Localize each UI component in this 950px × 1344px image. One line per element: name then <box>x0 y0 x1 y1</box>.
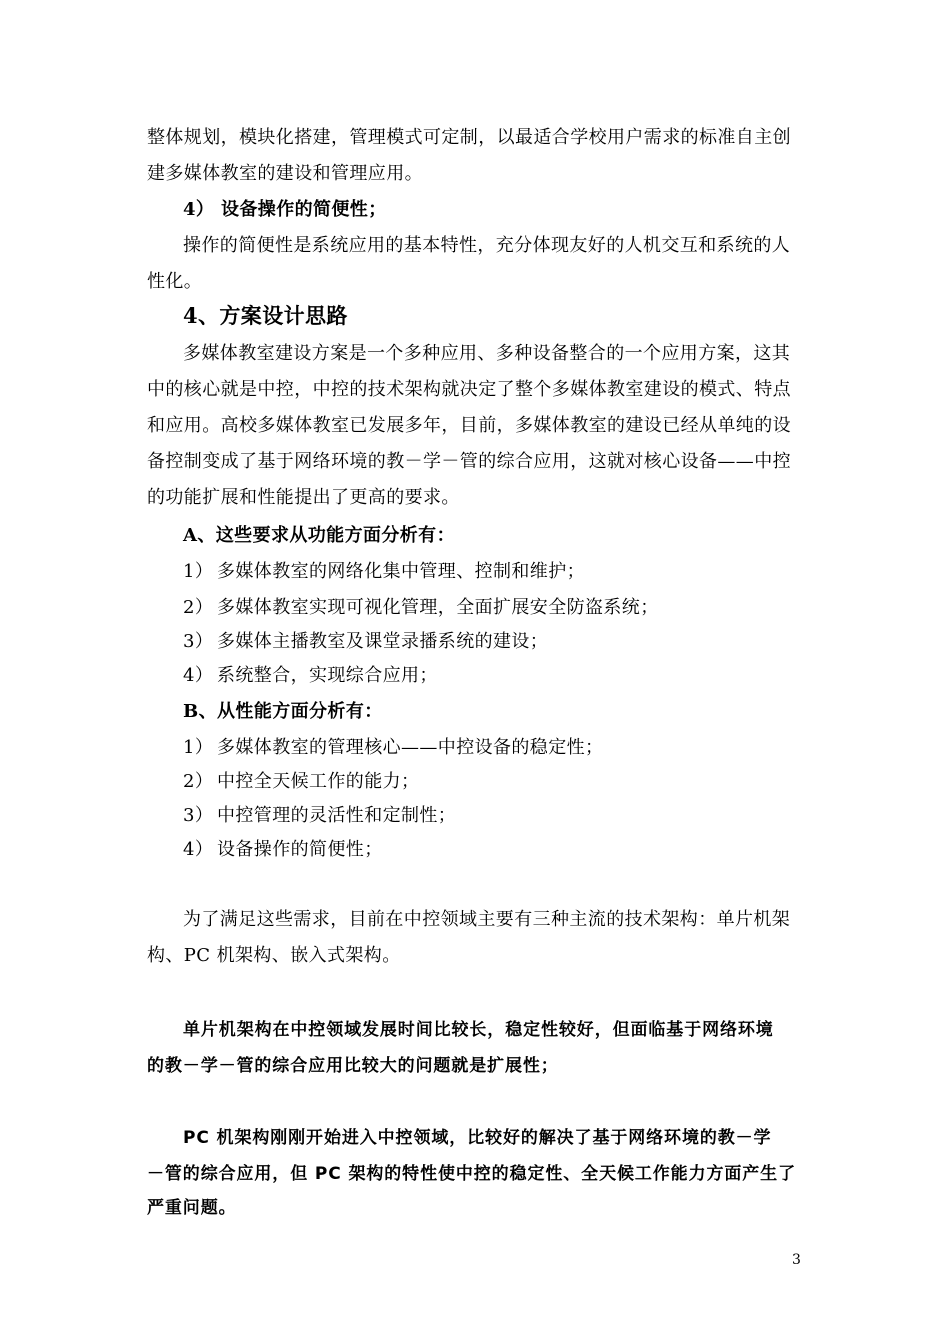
paragraph-line: 整体规划，模块化搭建，管理模式可定制，以最适合学校用户需求的标准自主创 <box>147 127 791 148</box>
list-item <box>183 664 853 688</box>
list-text: 多媒体教室实现可视化管理，全面扩展安全防盗系统； <box>217 597 659 618</box>
list-number: 2） <box>183 597 214 618</box>
item-heading: 4） 设备操作的简便性； <box>183 199 387 220</box>
list-number: 3） <box>183 805 214 826</box>
paragraph-line: 多媒体教室建设方案是一个多种应用、多种设备整合的一个应用方案，这其 <box>183 343 791 364</box>
list-text: 设备操作的简便性； <box>217 839 383 860</box>
list-text: 多媒体教室的管理核心——中控设备的稳定性； <box>217 737 604 758</box>
paragraph-line: 性化。 <box>147 271 203 292</box>
list-item <box>183 596 853 620</box>
paragraph-line: 操作的简便性是系统应用的基本特性，充分体现友好的人机交互和系统的人 <box>183 235 791 256</box>
list-item <box>183 804 853 828</box>
list-text: 多媒体主播教室及课堂录播系统的建设； <box>217 631 549 652</box>
list-text: 中控管理的灵活性和定制性； <box>217 805 457 826</box>
paragraph-line: 和应用。高校多媒体教室已发展多年，目前，多媒体教室的建设已经从单纯的设 <box>147 415 791 436</box>
list-number: 1） <box>183 737 214 758</box>
subheading-b: B、从性能方面分析有： <box>183 701 383 722</box>
paragraph-line-bold: 单片机架构在中控领域发展时间比较长，稳定性较好，但面临基于网络环境 <box>183 1020 774 1040</box>
list-number: 2） <box>183 771 214 792</box>
list-item <box>183 736 853 760</box>
paragraph-line: 构、PC 机架构、嵌入式架构。 <box>147 945 401 966</box>
list-number: 4） <box>183 665 214 686</box>
list-number: 4） <box>183 839 214 860</box>
paragraph-line-bold: PC 机架构刚刚开始进入中控领域，比较好的解决了基于网络环境的教－学 <box>183 1128 772 1148</box>
list-item <box>183 630 853 654</box>
paragraph-line: 中的核心就是中控，中控的技术架构就决定了整个多媒体教室建设的模式、特点 <box>147 379 791 400</box>
paragraph-line-bold: 的教－学－管的综合应用比较大的问题就是扩展性； <box>147 1056 559 1076</box>
list-number: 3） <box>183 631 214 652</box>
page-number: 3 <box>792 1252 801 1268</box>
list-text: 多媒体教室的网络化集中管理、控制和维护； <box>217 561 585 582</box>
list-text: 系统整合，实现综合应用； <box>217 665 438 686</box>
list-item <box>183 770 853 794</box>
list-item <box>183 560 853 584</box>
paragraph-line: 为了满足这些需求，目前在中控领域主要有三种主流的技术架构：单片机架 <box>183 909 791 930</box>
paragraph-line-bold: －管的综合应用，但 PC 架构的特性使中控的稳定性、全天候工作能力方面产生了 <box>147 1164 796 1184</box>
subheading-a: A、这些要求从功能方面分析有： <box>183 525 455 546</box>
list-item <box>183 838 853 862</box>
paragraph-line: 备控制变成了基于网络环境的教－学－管的综合应用，这就对核心设备——中控 <box>147 451 791 472</box>
list-number: 1） <box>183 561 214 582</box>
paragraph-line-bold: 严重问题。 <box>147 1198 237 1218</box>
list-text: 中控全天候工作的能力； <box>217 771 420 792</box>
section-heading: 4、方案设计思路 <box>183 303 348 328</box>
paragraph-line: 建多媒体教室的建设和管理应用。 <box>147 163 423 184</box>
paragraph-line: 的功能扩展和性能提出了更高的要求。 <box>147 487 460 508</box>
